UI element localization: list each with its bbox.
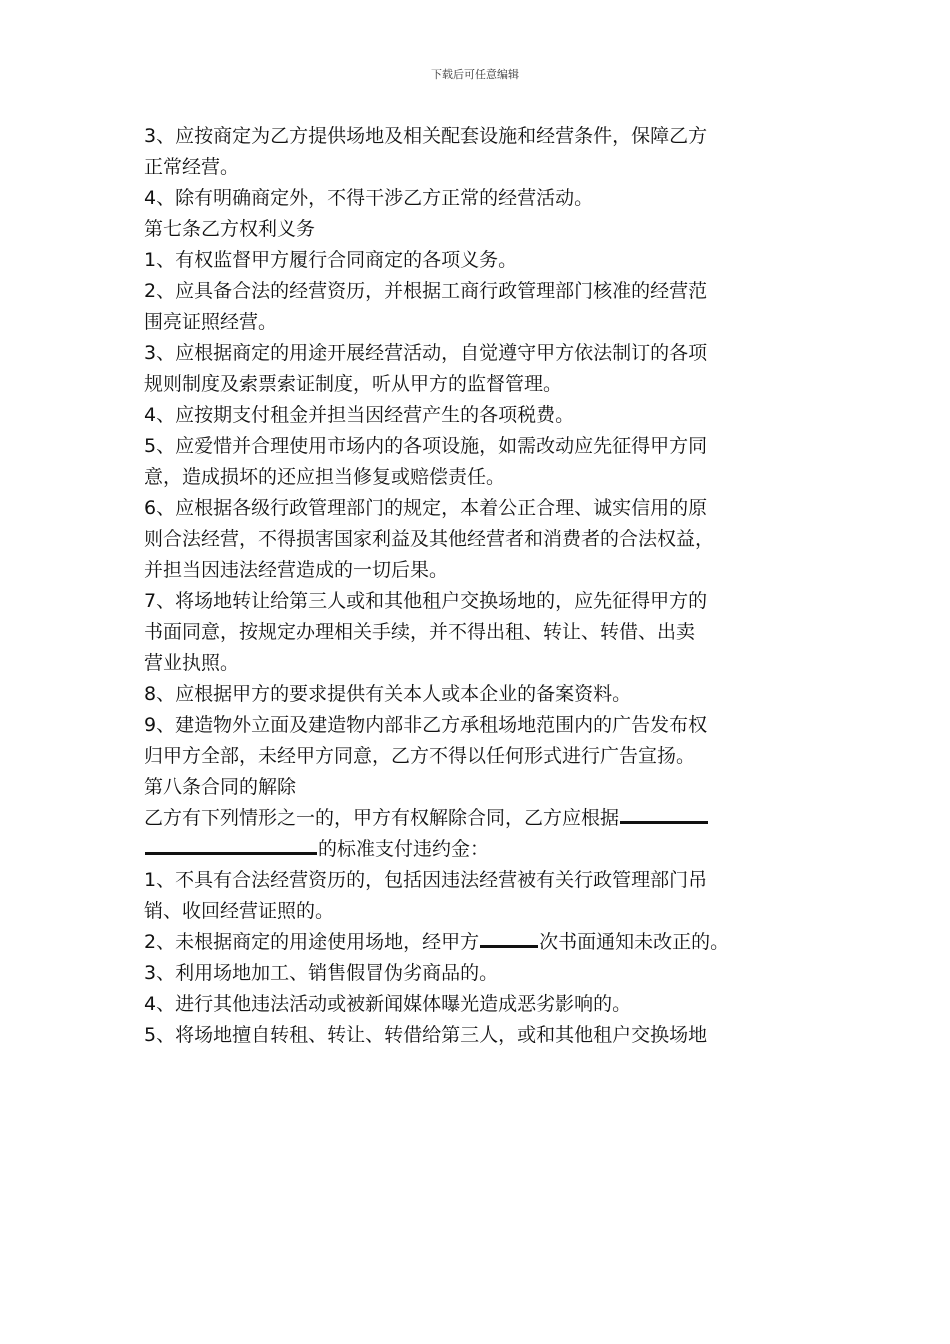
clause-line: 规则制度及索票索证制度，听从甲方的监督管理。 <box>144 373 563 395</box>
clause-line: 正常经营。 <box>144 156 240 178</box>
clause-line-with-blank <box>144 834 834 865</box>
clause-line: 2、应具备合法的经营资历，并根据工商行政管理部门核准的经营范 <box>144 280 708 302</box>
clause-line: 围亮证照经营。 <box>144 311 278 333</box>
fill-in-blank[interactable] <box>480 927 538 948</box>
clause-line: 意，造成损坏的还应担当修复或赔偿责任。 <box>144 466 506 488</box>
clause-text: 2、未根据商定的用途使用场地，经甲方 <box>144 931 480 953</box>
clause-line: 9、建造物外立面及建造物内部非乙方承租场地范围内的广告发布权 <box>144 714 708 736</box>
clause-line: 3、应根据商定的用途开展经营活动，自觉遵守甲方依法制订的各项 <box>144 342 708 364</box>
section-heading-article-8: 第八条合同的解除 <box>144 776 297 798</box>
clause-line: 4、应按期支付租金并担当因经营产生的各项税费。 <box>144 404 575 426</box>
header-note: 下载后可任意编辑 <box>431 68 519 81</box>
document-body <box>144 121 834 1051</box>
clause-text: 的标准支付违约金： <box>318 838 490 860</box>
clause-line: 5、应爱惜并合理使用市场内的各项设施，如需改动应先征得甲方同 <box>144 435 708 457</box>
clause-line: 7、将场地转让给第三人或和其他租户交换场地的，应先征得甲方的 <box>144 590 708 612</box>
clause-line: 则合法经营，不得损害国家利益及其他经营者和消费者的合法权益， <box>144 528 715 550</box>
clause-line: 销、收回经营证照的。 <box>144 900 335 922</box>
clause-line: 3、利用场地加工、销售假冒伪劣商品的。 <box>144 962 499 984</box>
clause-line: 6、应根据各级行政管理部门的规定，本着公正合理、诚实信用的原 <box>144 497 708 519</box>
clause-text: 次书面通知未改正的。 <box>539 931 730 953</box>
clause-line: 8、应根据甲方的要求提供有关本人或本企业的备案资料。 <box>144 683 632 705</box>
clause-line: 1、有权监督甲方履行合同商定的各项义务。 <box>144 249 518 271</box>
clause-line: 营业执照。 <box>144 652 240 674</box>
clause-line: 4、进行其他违法活动或被新闻媒体曝光造成恶劣影响的。 <box>144 993 632 1015</box>
clause-line: 归甲方全部，未经甲方同意，乙方不得以任何形式进行广告宣扬。 <box>144 745 696 767</box>
clause-line: 4、除有明确商定外，不得干涉乙方正常的经营活动。 <box>144 187 594 209</box>
fill-in-blank[interactable] <box>620 803 708 824</box>
clause-line: 并担当因违法经营造成的一切后果。 <box>144 559 449 581</box>
clause-line: 书面同意，按规定办理相关手续，并不得出租、转让、转借、出卖 <box>144 621 696 643</box>
fill-in-blank[interactable] <box>145 834 317 855</box>
clause-line-with-blank <box>144 803 834 834</box>
section-heading-article-7: 第七条乙方权利义务 <box>144 218 316 240</box>
clause-line-with-blank <box>144 927 834 958</box>
clause-text: 乙方有下列情形之一的，甲方有权解除合同，乙方应根据 <box>144 807 620 829</box>
clause-line: 5、将场地擅自转租、转让、转借给第三人，或和其他租户交换场地 <box>144 1024 708 1046</box>
clause-line: 1、不具有合法经营资历的，包括因违法经营被有关行政管理部门吊 <box>144 869 708 891</box>
clause-line: 3、应按商定为乙方提供场地及相关配套设施和经营条件，保障乙方 <box>144 125 708 147</box>
